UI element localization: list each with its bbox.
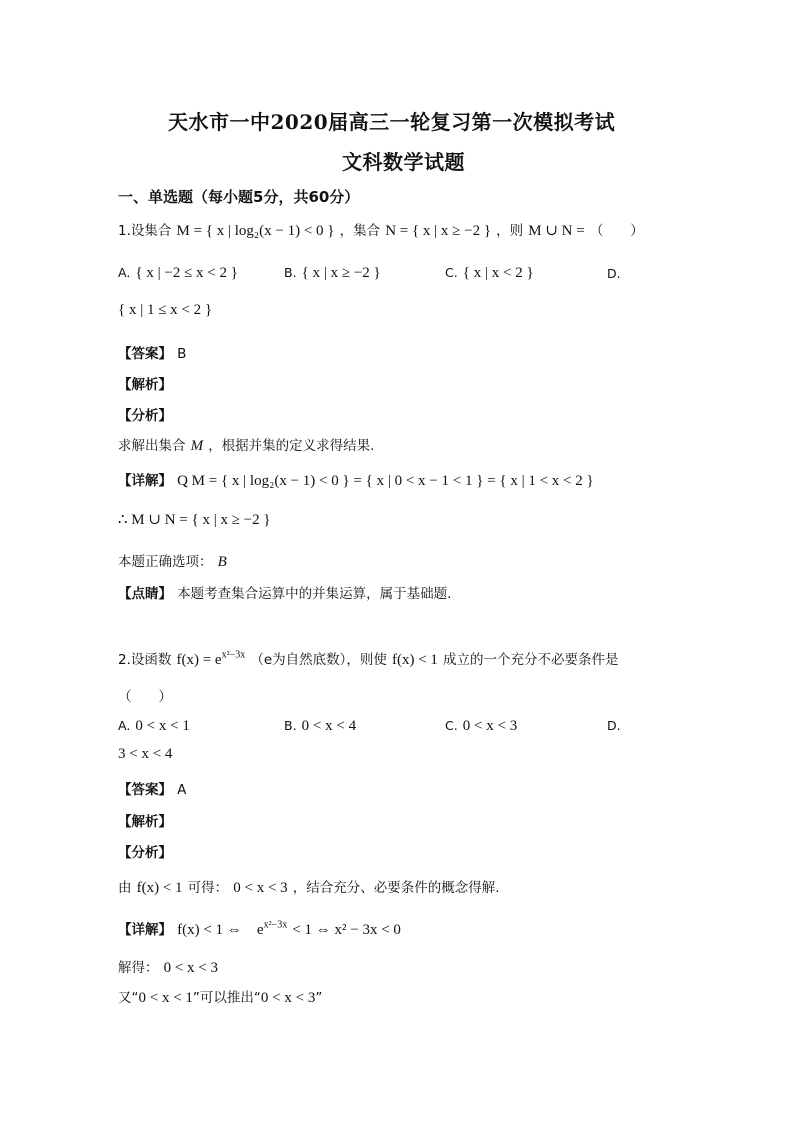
q2-paren: （ ）: [118, 689, 172, 705]
q2-option-a-label: A.: [118, 718, 131, 733]
q1-set-n: N = { x | x ≥ −2 }: [385, 223, 492, 239]
q2-tail: 成立的一个充分不必要条件是: [443, 652, 619, 668]
q2-jiede-value: 0 < x < 3: [163, 960, 219, 976]
q2-fenxi-b: 可得：: [187, 880, 229, 896]
q1-option-a-value: { x | −2 ≤ x < 2 }: [135, 265, 238, 281]
q2-xiangjie-tag: 【详解】: [118, 922, 172, 938]
q2-you-b: ”可以推出“: [192, 990, 261, 1006]
q1-option-c-value: { x | x < 2 }: [462, 265, 534, 281]
q2-you-c: ”: [315, 990, 323, 1006]
q2-option-c-value: 0 < x < 3: [462, 718, 518, 734]
q1-correct-value: B: [217, 554, 227, 570]
q2-jiede-label: 解得：: [118, 960, 159, 976]
q2-you-m2: 0 < x < 3: [260, 990, 316, 1006]
q1-union: M ∪ N =: [528, 223, 585, 239]
q2-xiangjie-exponent: x²−3x: [263, 919, 288, 931]
page-subtitle: 文科数学试题: [342, 150, 465, 174]
q1-option-d-label: D.: [607, 266, 621, 281]
q1-therefore: ∴ M ∪ N = { x | x ≥ −2 }: [118, 512, 271, 528]
q2-fenxi-text: [118, 876, 500, 897]
q1-option-b-label: B.: [284, 265, 297, 280]
q2-fenxi-c: ，结合充分、必要条件的概念得解.: [292, 880, 500, 896]
q1-stem-text: 1.设集合: [118, 223, 172, 239]
q2-you-m1: 0 < x < 1: [138, 990, 193, 1006]
q2-fenxi-range: 0 < x < 3: [233, 880, 288, 896]
q1-xiangjie-math: Q M = { x | log₂(x − 1) < 0 } = { x | 0 < x − 1 < 1 } = { x | 1 < x < 2 }: [177, 473, 594, 489]
q1-option-a-label: A.: [118, 265, 131, 280]
q1-set-m: M = { x | log₂(x − 1) < 0 }: [176, 223, 335, 239]
q2-option-b-label: B.: [284, 718, 297, 733]
q1-xiangjie: [118, 469, 594, 490]
q2-fenxi-tag: 【分析】: [118, 845, 172, 861]
q2-option-b: [284, 715, 356, 735]
question-2-stem: [118, 648, 619, 669]
q2-you: [118, 986, 322, 1007]
q2-fenxi-cond: f(x) < 1: [136, 880, 183, 896]
q1-option-c-label: C.: [445, 265, 458, 280]
q1-fenxi-m: M: [190, 438, 204, 454]
q1-option-c: [445, 262, 534, 282]
q2-stem-text: 2.设函数: [118, 652, 172, 668]
q1-answer-tag: 【答案】: [118, 346, 172, 362]
q2-function-exponent: x²−3x: [221, 649, 246, 661]
q1-fenxi-text: [118, 434, 374, 455]
q1-fenxi-a: 求解出集合: [118, 438, 186, 454]
q2-xiangjie-part1: f(x) < 1 ⇔: [177, 922, 242, 938]
page-title: 天水市一中2020届高三一轮复习第一次模拟考试: [168, 110, 616, 134]
q1-correct-label: 本题正确选项：: [118, 554, 213, 570]
q2-answer-tag: 【答案】: [118, 782, 172, 798]
q2-condition: f(x) < 1: [391, 652, 438, 668]
q2-xiangjie-part2: < 1 ⇔ x² − 3x < 0: [292, 922, 401, 938]
q2-option-c-label: C.: [445, 718, 458, 733]
q1-fenxi-tag: 【分析】: [118, 408, 172, 424]
q1-answer: [118, 342, 186, 362]
q1-xiangjie-tag: 【详解】: [118, 473, 172, 489]
q1-option-d-value: { x | 1 ≤ x < 2 }: [118, 302, 213, 318]
q1-option-a: [118, 262, 238, 282]
q1-jiexi-tag: 【解析】: [118, 377, 172, 393]
q2-jiede: [118, 956, 218, 977]
q2-option-c: [445, 715, 517, 735]
q2-option-a: [118, 715, 190, 735]
q2-xiangjie-e: e: [256, 922, 264, 938]
q2-xiangjie: [118, 918, 401, 939]
q2-option-a-value: 0 < x < 1: [135, 718, 190, 734]
q1-answer-value: B: [177, 346, 187, 362]
q1-option-b-value: { x | x ≥ −2 }: [301, 265, 381, 281]
q1-correct: [118, 550, 227, 571]
q1-dianjing: [118, 582, 451, 602]
q1-paren: （ ）: [589, 223, 644, 239]
q1-fenxi-b: ，根据并集的定义求得结果.: [208, 438, 375, 454]
q2-fenxi-a: 由: [118, 880, 132, 896]
q2-option-d-label: D.: [607, 718, 621, 733]
q2-option-b-value: 0 < x < 4: [301, 718, 357, 734]
q1-option-b: [284, 262, 381, 282]
q2-answer-value: A: [177, 782, 187, 798]
q2-jiexi-tag: 【解析】: [118, 814, 172, 830]
q1-ask: ，则: [496, 223, 524, 239]
question-1-stem: [118, 219, 644, 240]
q2-note: （e为自然底数），则使: [250, 652, 387, 668]
q1-dianjing-tag: 【点睛】: [118, 586, 172, 602]
q1-dianjing-text: 本题考查集合运算中的并集运算，属于基础题.: [177, 586, 452, 602]
q2-answer: [118, 778, 186, 798]
section-heading: 一、单选题（每小题5分，共60分）: [118, 188, 360, 206]
q2-function: f(x) = e: [176, 652, 222, 668]
q2-you-a: 又“: [118, 990, 139, 1006]
q1-sep: ，集合: [339, 223, 381, 239]
q2-option-d-value: 3 < x < 4: [118, 746, 173, 762]
